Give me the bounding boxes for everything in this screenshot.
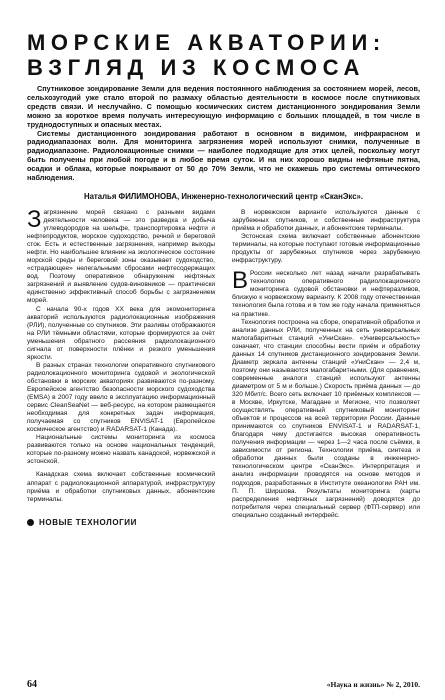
left-paragraph-2: С начала 90-х годов XX века для экомониторинга акваторий используются радиолокационные изображения (РЛИ), полученные со спутников. Эти разливы отображаются на РЛИ тёмными областями, которые формируются за счёт уменьшения обратного рассеяния радиолокационного сигнала от поверхности плёнки и резкого уменьшения яркости. bbox=[27, 305, 215, 361]
drop-cap: З bbox=[27, 205, 42, 233]
article-body bbox=[27, 205, 420, 527]
lead-paragraph-1: Спутниковое зондирование Земли для ведения постоянного наблюдения за состоянием морей, лесов, сельхозугодий уже стало второй по размаху областью деятельности в космосе после спутниковых средств связи. И неслучайно. С помощью космических систем дистанционного зондирования Земли можно за короткое время получать интересующую информацию с больших площадей, в том числе в труднодоступных и опасных местах. bbox=[27, 84, 420, 129]
right-column bbox=[232, 209, 420, 527]
left-column bbox=[27, 205, 215, 527]
bullet-icon bbox=[27, 519, 34, 526]
author-byline: Наталья ФИЛИМОНОВА, Инженерно-технологический центр «СканЭкс». bbox=[83, 191, 364, 201]
right-paragraph-3 bbox=[232, 267, 420, 318]
right-paragraph-4: Технология построена на сборе, оперативной обработке и анализе данных РЛИ, полученных на сеть универсальных малогабаритных станций «УниСкан». «Универсальность» означает, что станции способны вести приём и обработку данных 14 спутников дистанционного зондирования Земли. Диаметр зеркала антенны станций «УниСкан» — 2,4 м, поэтому они называются малогабаритными. (Для сравнения, современные аналоги станций используют антенны диаметром от 5 м и больше.) Скорость приёма данных — до 320 Мбит/с. Всего сеть включает 10 приёмных комплексов — в Москве, Иркутске, Магадане и Мегионе, что позволяет осуществлять оперативный спутниковый мониторинг объектов и процессов на всей территории России. Данные принимаются со спутников ENVISAT-1 и RADARSAT-1, благодаря чему достигается высокая оперативность получения информации — через 1—2 часа после съёмки, в зависимости от региона. Технологии приёма, синтеза и обработки данных были созданы в инженерно-технологическом центре «СканЭкс». Интерпретация и анализ информации проводятся на основе методов и подходов, разработанных в Институте океанологии РАН им. П. П. Ширшова. Результаты мониторинга (карты распределения нефтяных загрязнений) доводятся до потребителя через специальный сервер (ФТП-сервер) или специально созданный интерфейс. bbox=[232, 318, 420, 519]
left-paragraph-5: Канадская схема включает собственные космический аппарат с радиолокационной аппаратурой, инфраструктуру приёма и обработки спутниковых данных, абонентские терминалы. bbox=[27, 471, 215, 503]
section-label bbox=[27, 518, 215, 527]
drop-cap: В bbox=[232, 267, 249, 295]
left-paragraph-3: В разных странах технологии оперативного спутникового радиолокационного мониторинга судовой и экологической обстановки в морских акваториях развиваются по-разному. Европейское агентство безопасности морского судоходства (EMSA) в 2007 году ввело в эксплуатацию информационный сервис CleanSeaNet — веб-ресурс, на котором размещается необходимая для конкретных задач информация, получаемая со спутников ENVISAT-1 (Европейское космическое агентство) и RADARSAT-1 (Канада). bbox=[27, 361, 215, 434]
section-label-text: НОВЫЕ ТЕХНОЛОГИИ bbox=[39, 517, 137, 527]
left-paragraph-1-text: агрязнение морей связано с разными видами деятельности человека — это разведка и добыча углеводородов на шельфе, транспортировка нефти и нефтепродуктов, морское судоходство, речной и береговой сток. Есть и естественные загрязнения, например выходы нефти. Но наибольшее влияние на экологическое состояние морской среды и береговой зоны оказывает судоходство, «страдающее» нелегальными сбросами нефтесодержащих вод. Поэтому оперативное обнаружение нефтяных загрязнений и выявление судов-виновников — практически единственно эффективный способ борьбы с загрязнением морей. bbox=[27, 208, 215, 305]
title-line-1: МОРСКИЕ АКВАТОРИИ: bbox=[27, 30, 386, 55]
journal-citation: «Наука и жизнь» № 2, 2010. bbox=[326, 680, 420, 689]
page-footer bbox=[27, 679, 420, 690]
right-paragraph-1: В норвежском варианте используются данные с зарубежных спутников, и собственные инфраструктура приёма и обработки данных, и абонентские терминалы. bbox=[232, 208, 420, 233]
right-paragraph-3-text: России несколько лет назад начали разрабатывать технологию оперативного радиолокационного мониторинга судовой обстановки и нефтеразливов, близкую к норвежскому варианту. К 2008 году отечественная технология была готова и в том же году начала применяться на практике. bbox=[232, 270, 420, 318]
article-title bbox=[27, 30, 420, 80]
lead-paragraph-2: Системы дистанционного зондирования работают в основном в видимом, инфракрасном и радиодиапазонах волн. Для мониторинга загрязнения морей используют снимки, полученные в радиодиапазоне. Радиолокационные снимки — наиболее подходящие для этих целей, поскольку могут быть получены при любой погоде и в любое время суток. И на них хорошо видны нефтяные пятна, осадки и облака, которые покрывают от 50 до 70% Земли, что не скажешь про системы оптического наблюдения. bbox=[27, 128, 420, 183]
title-line-2: ВЗГЛЯД ИЗ КОСМОСА bbox=[27, 55, 366, 80]
right-paragraph-2: Эстонская схема включает собственные абонентские терминалы, на которые поступают готовые информационные продукты от зарубежных спутников через зарубежную инфраструктуру. bbox=[232, 233, 420, 265]
left-paragraph-4: Национальные системы мониторинга из космоса развиваются только на основе национальных тенденций, которые по-разному можно назвать канадской, норвежской и эстонской. bbox=[27, 434, 215, 466]
left-paragraph-1 bbox=[27, 205, 215, 306]
page-number: 64 bbox=[27, 679, 37, 690]
